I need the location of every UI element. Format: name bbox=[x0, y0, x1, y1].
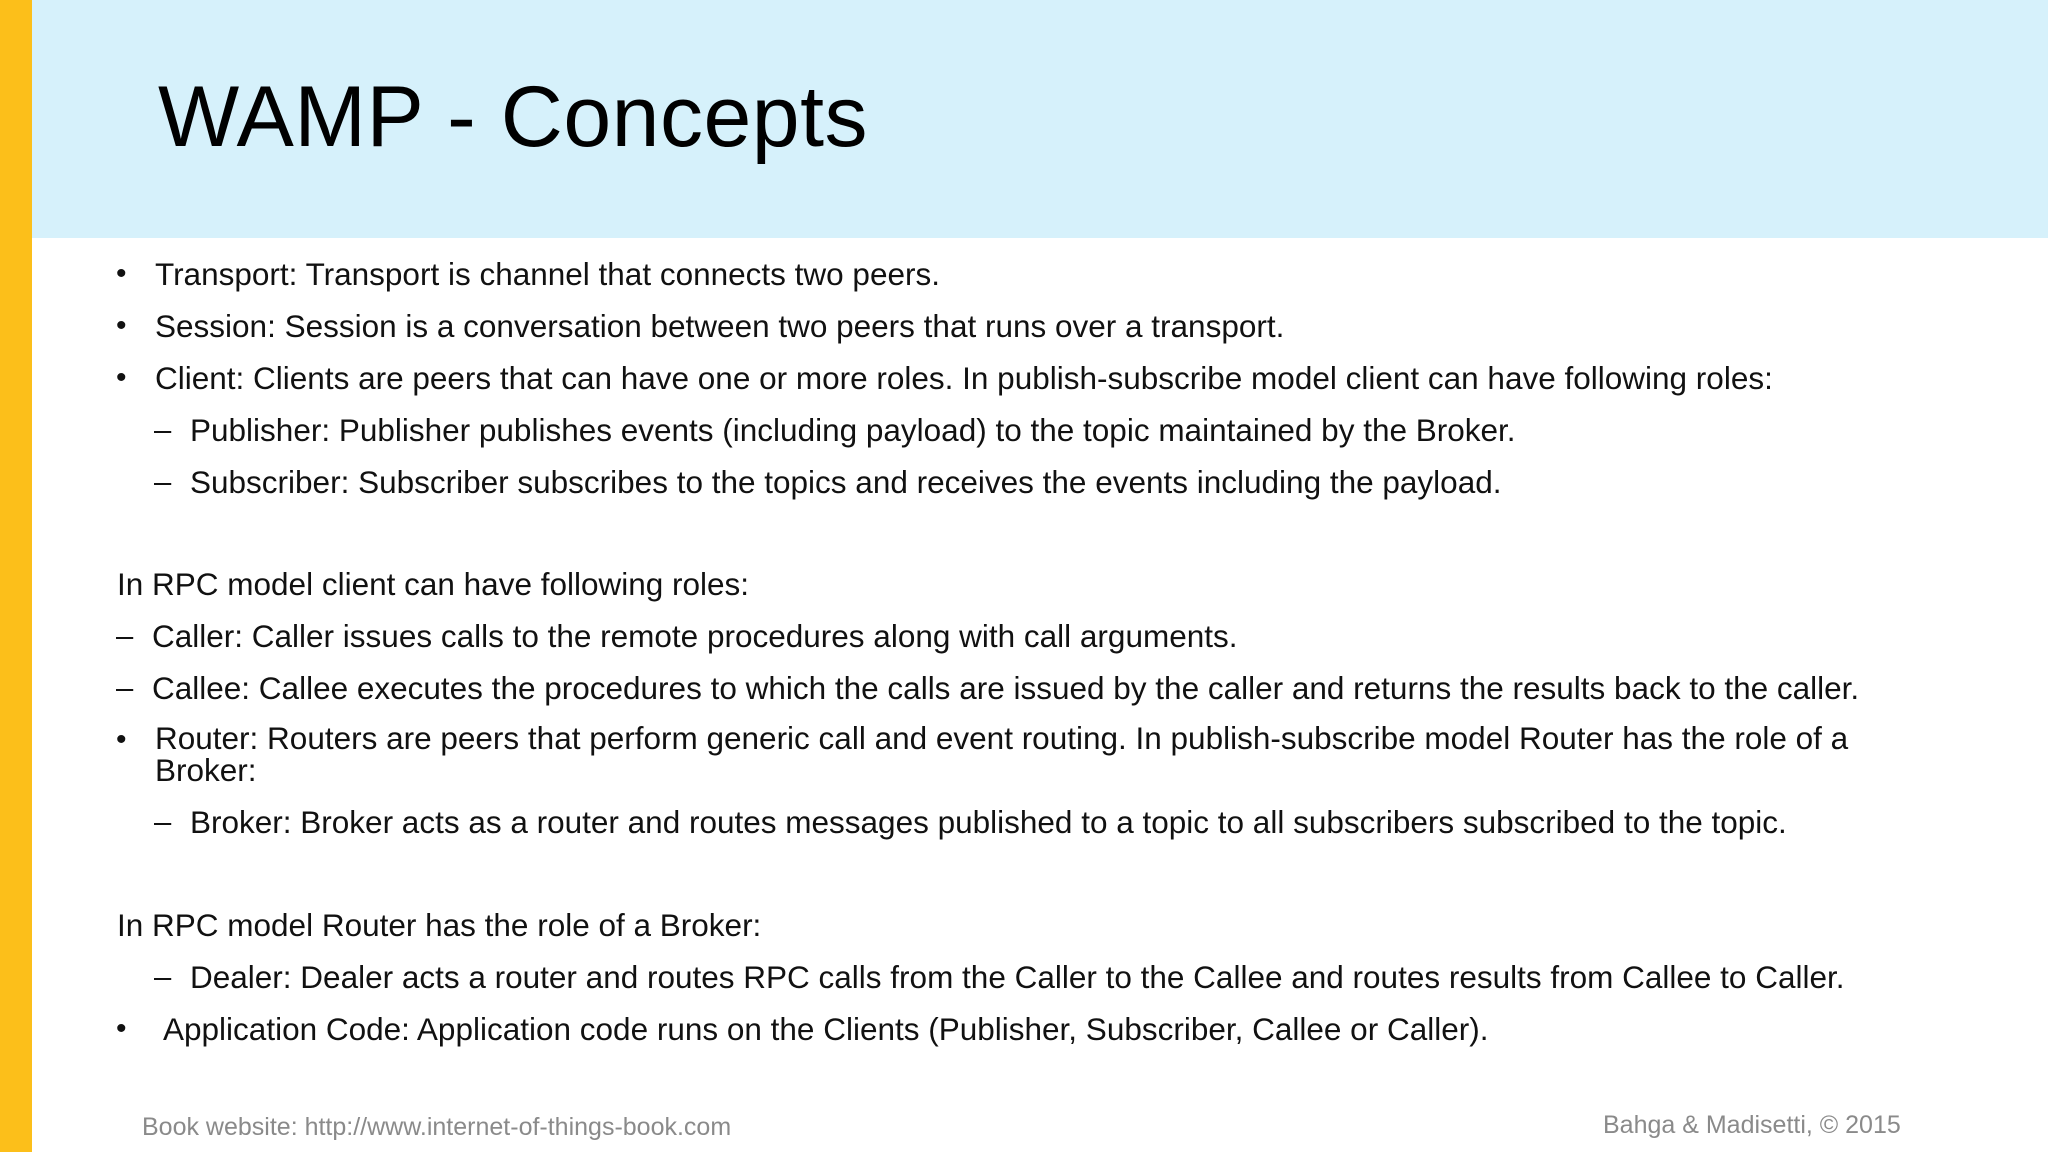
item-publisher: Publisher: Publisher publishes events (including payload) to the topic maintained by the Broker. bbox=[190, 412, 1516, 448]
left-accent-bar bbox=[0, 0, 32, 1152]
dash-marker: – bbox=[154, 804, 172, 839]
rpc-client-intro: In RPC model client can have following roles: bbox=[117, 566, 750, 602]
item-caller: Caller: Caller issues calls to the remote procedures along with call arguments. bbox=[152, 618, 1238, 654]
bullet-marker: • bbox=[116, 361, 127, 394]
dash-marker: – bbox=[116, 670, 134, 705]
footer-website: Book website: http://www.internet-of-things-book.com bbox=[142, 1113, 732, 1141]
item-session: Session: Session is a conversation between two peers that runs over a transport. bbox=[155, 308, 1285, 344]
dash-marker: – bbox=[154, 464, 172, 499]
item-application-code: Application Code: Application code runs on the Clients (Publisher, Subscriber, Callee or Caller). bbox=[163, 1011, 1489, 1047]
item-broker: Broker: Broker acts as a router and routes messages published to a topic to all subscribers subscribed to the topic. bbox=[190, 804, 1787, 840]
dash-marker: – bbox=[154, 412, 172, 447]
item-callee: Callee: Callee executes the procedures to which the calls are issued by the caller and returns the results back to the caller. bbox=[152, 670, 1860, 706]
bullet-marker: • bbox=[116, 257, 127, 290]
item-client: Client: Clients are peers that can have one or more roles. In publish-subscribe model client can have following roles: bbox=[155, 360, 1773, 396]
slide-title: WAMP - Concepts bbox=[158, 69, 869, 165]
dash-marker: – bbox=[154, 959, 172, 994]
bullet-marker: • bbox=[116, 309, 127, 342]
item-transport: Transport: Transport is channel that connects two peers. bbox=[155, 256, 940, 292]
item-router: Router: Routers are peers that perform generic call and event routing. In publish-subscribe model Router has the role of a Broker: bbox=[155, 720, 1849, 788]
footer-copyright: Bahga & Madisetti, © 2015 bbox=[1603, 1111, 1901, 1139]
item-dealer: Dealer: Dealer acts a router and routes RPC calls from the Caller to the Callee and routes results from Callee to Caller. bbox=[190, 959, 1845, 995]
rpc-router-intro: In RPC model Router has the role of a Broker: bbox=[117, 907, 762, 943]
item-subscriber: Subscriber: Subscriber subscribes to the topics and receives the events including the payload. bbox=[190, 464, 1502, 500]
bullet-marker: • bbox=[116, 1012, 127, 1045]
bullet-marker: • bbox=[116, 723, 127, 756]
dash-marker: – bbox=[116, 618, 134, 653]
